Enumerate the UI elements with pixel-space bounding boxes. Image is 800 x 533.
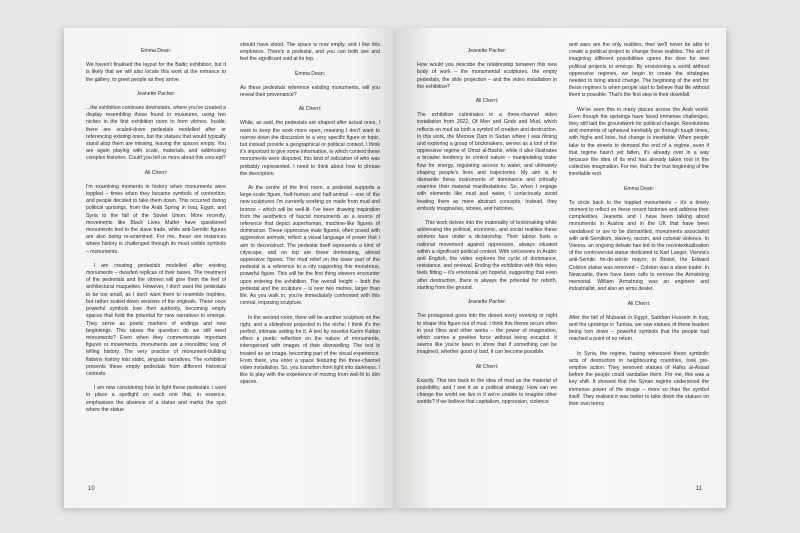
body-paragraph: In the second room, there will be another sculpture on the right, and a slideshow projected in the niche; I think it's the perfect, intimate setting for it. A text by novelist Karim Kattan offers a poetic reflection on the nature of monuments, interspersed with images of their dismantling. The text is treated as an image, becoming part of the visual experience. From there, you enter a space featuring the three-channel video installation. So, you transition from light into darkness. I like to play with the experience of moving from well-lit to dim spaces.: [240, 314, 380, 386]
body-paragraph: To circle back to the toppled monuments – it's a timely moment to reflect on these recent histories and address their complexities. Jeanette and I have been talking about monuments in Austria and in the UK that have been vandalised or are to be dismantled, monuments associated with anti-Semitism, slavery, racism, and colonial violence. In Vienna, an ongoing debate has led to the recontextualisation of the controversial statue dedicated to Karl Lueger, Vienna's anti-Semitic fin-de-siècle mayor; in Bristol, the Edward Colston statue was removed – Colston was a slave trader. In Newcastle, there have been calls to remove the Armstrong memorial. William Armstrong was an engineer and industrialist, and also an arms dealer.: [569, 199, 709, 293]
right-page: [395, 28, 726, 508]
right-page-column-1: [417, 42, 557, 472]
speaker-name: Ali Cherri:: [475, 98, 499, 105]
speaker-name: Jeanette Pacher:: [467, 48, 507, 54]
body-paragraph: We've seen this in many places across the Arab world. Even though the uprisings have faced immense challenges, they still laid the groundwork for political change. Revolutions and moments of upheaval inevitably go through tough times, with highs and lows, but change is inevitable. When people take to the streets to demand the end of a regime, even if that regime hasn't yet fallen, it's already over in a way because the idea of its end has already taken root in the collective imagination. For me, that's the true beginning of the inevitable end.: [569, 106, 709, 178]
left-page: [64, 28, 395, 508]
right-page-column-2: [569, 42, 709, 472]
page-number-left: 10: [88, 486, 95, 492]
body-paragraph: should have stood. The space is now empty, and I like this emptiness. There's a pedestal, and you can both see and feel the significant void at its top.: [240, 42, 380, 63]
body-paragraph: ...the exhibition continues downstairs, where you've created a display resembling those found in museums, using two niches in the first exhibition room to form vitrines. Inside, there are scaled-down pedestals modelled after or referencing existing ones, but the statues that would typically stand atop them are missing, leaving the spaces empty. You are again playing with scale, materials, and addressing complex histories. Could you tell us more about this concept?: [86, 105, 226, 162]
body-paragraph: and wars are the only realities, then we'll never be able to create a political project to change those realities. The act of imagining different possibilities opens the door for new political projects to emerge. By envisioning a world without oppressive regimes, we begin to create the strategies needed to bring about change. The beginning of the end for these regimes is when people start to believe that life without them is possible. That's the first step in their downfall.: [569, 42, 709, 99]
body-paragraph: I'm examining moments in history when monuments were toppled – times when they became symbols of contention, and people decided to take them down. This occurred during political uprisings, from the Arab Spring in Iraq, Egypt, and Syria to the fall of the Soviet Union. More recently, movements like Black Lives Matter have questioned monuments tied to the slave trade, while anti-Semitic figures are also being re-examined. For me, these are instances where history is challenged through its most visible symbols – monuments.: [86, 183, 226, 255]
speaker-name: Emma Dean:: [295, 70, 325, 77]
body-paragraph: At the centre of the first room, a pedestal supports a large-scale figure, half-human and half-animal – one of the new sculptures I'm currently working on made from mud and bronze – which will be well-lit. I've been drawing inspiration from the aesthetics of fascist monuments as a source of reference that depict superhuman, machine-like figures of dominance. These oppressive male figures, often posed with aggressive animals, reflect a visual language of power that I aim to deconstruct. The pedestal itself represents a kind of cityscape, and on top are these dominating, almost oppressive figures. The mud relief on the lower part of the pedestal is a reference to a city supporting this monstrous, powerful figure. This will be the first thing viewers encounter upon entering the exhibition. The overall height – both the pedestal and the sculpture – is over two metres, larger than life. As you walk in, you're immediately confronted with this central, imposing sculpture.: [240, 185, 380, 307]
speaker-name: Emma Dean:: [141, 48, 171, 54]
speaker-name: Ali Cherri:: [144, 169, 168, 176]
body-paragraph: The protagonist goes into the desert every evening or night to shape this figure out of mud. I think this theme recurs often in your films and other works – the power of imagination, which carries a positive force without being escapist. It seems like you're keen to show that if something can be imagined, whether good or bad, it can become possible.: [417, 313, 557, 356]
body-paragraph: As these pedestals reference existing monuments, will you reveal their provenance?: [240, 84, 380, 99]
page-number-right: 11: [695, 486, 702, 492]
body-paragraph: How would you describe the relationship between this new body of work – the monumental sculptures, the empty pedestals, the slide projection – and the video installation in the exhibition?: [417, 62, 557, 90]
body-paragraph: While, as said, the pedestals are shaped after actual ones, I want to keep the work more open, meaning I don't want to narrow down the discussion to a very specific figure or topic, but instead provide a geographical or political context. I think it's important to give some information, in which context these monuments were disputed, this kind of indication of who was probably represented. I need to think about how to phrase the description.: [240, 120, 380, 177]
body-paragraph: This work delves into the materiality of brickmaking while addressing the political, economic, and social realities these workers face under a dictatorship. Their labour fuels a national movement against oppression, always situated within a significant political context. With voiceovers in Arabic and English, the video explores the cycle of dominance, resistance, and renewal. Ending the exhibition with this video feels fitting – it's emotional yet hopeful, suggesting that even after destruction, there is always the potential for rebirth, starting from the ground.: [417, 220, 557, 291]
speaker-name: Emma Dean:: [624, 185, 654, 192]
left-page-column-2: [240, 42, 380, 472]
body-paragraph: In Syria, the regime, having witnessed these symbolic acts of destruction in neighbouring countries, took pre-emptive action. They removed statues of Hafez al-Assad before the people could vandalise them. For me, this was a key shift. It showed that the Syrian regime understood the immense power of the image – more so than the symbol itself. They realised it was better to take down the statues on their own terms: [569, 350, 709, 407]
body-paragraph: We haven't finalised the layout for the Baltic exhibition, but it is likely that we will also locate this work at the entrance to the gallery, to greet people as they arrive.: [86, 62, 226, 83]
body-paragraph: I am creating pedestals modelled after existing monuments – dwarfed replicas of their bases. The treatment of the pedestals and the vitrines will give them the feel of architectural maquettes. However, I don't want the pedestals to be too small, as I don't want them to resemble trophies, but rather scaled-down versions of the originals. These once powerful symbols lose their authority, becoming empty spaces that hold the potential for new narratives to emerge. They serve as poetic markers of endings and new beginnings. This raises the question: do we still need monuments? Even when they commemorate important figures or movements, monuments are a monolithic way of telling history. The very practice of monument-building flattens history into static, singular narratives. The exhibition presents these empty pedestals from different historical contexts.: [86, 262, 226, 377]
body-paragraph: Exactly. This ties back to the idea of mud as the material of possibility, and I see it as a political strategy. How can we change the world we live in if we're unable to imagine other worlds? If we believe that capitalism, oppression, violence: [417, 377, 557, 406]
speaker-name: Ali Cherri:: [298, 106, 322, 113]
body-paragraph: I am now considering how to light these pedestals. I want to place a spotlight on each one that, in essence, emphasises the absence of a statue and marks the spot where the statue: [86, 385, 226, 413]
body-paragraph: The exhibition culminates in a three-channel video installation from 2022, Of Men and Gods and Mud, which reflects on mud as both a symbol of creation and destruction. In this work, the Merowe Dam in Sudan where I was filming and exploring a group of brickmakers, serves as a tool of the oppressive regime of Omar al-Bashir, while it also illustrates a broader tendency to control nature – manipulating water flow for energy, regulating access to water, and ultimately shaping people's lives and trajectories. My aim is to dismantle these instruments of dominance and critically examine their material manifestations. So, when I engage with elements like mud and water, I consciously avoid treating them as mere abstract concepts. Instead, they embody imaginaries, stories, and histories.: [417, 112, 557, 212]
left-page-column-1: [86, 42, 226, 472]
speaker-name: Jeanette Pacher:: [467, 299, 507, 306]
speaker-name: Ali Cherri:: [627, 300, 651, 307]
speaker-name: Jeanette Pacher:: [136, 90, 176, 97]
speaker-name: Ali Cherri:: [475, 363, 499, 370]
book-spread: [64, 28, 726, 508]
body-paragraph: After the fall of Mubarak in Egypt, Saddam Hussein in Iraq, and the uprisings in Tunisia, we saw statues of these leaders being torn down – powerful symbols that the people had reached a point of no return.: [569, 314, 709, 343]
